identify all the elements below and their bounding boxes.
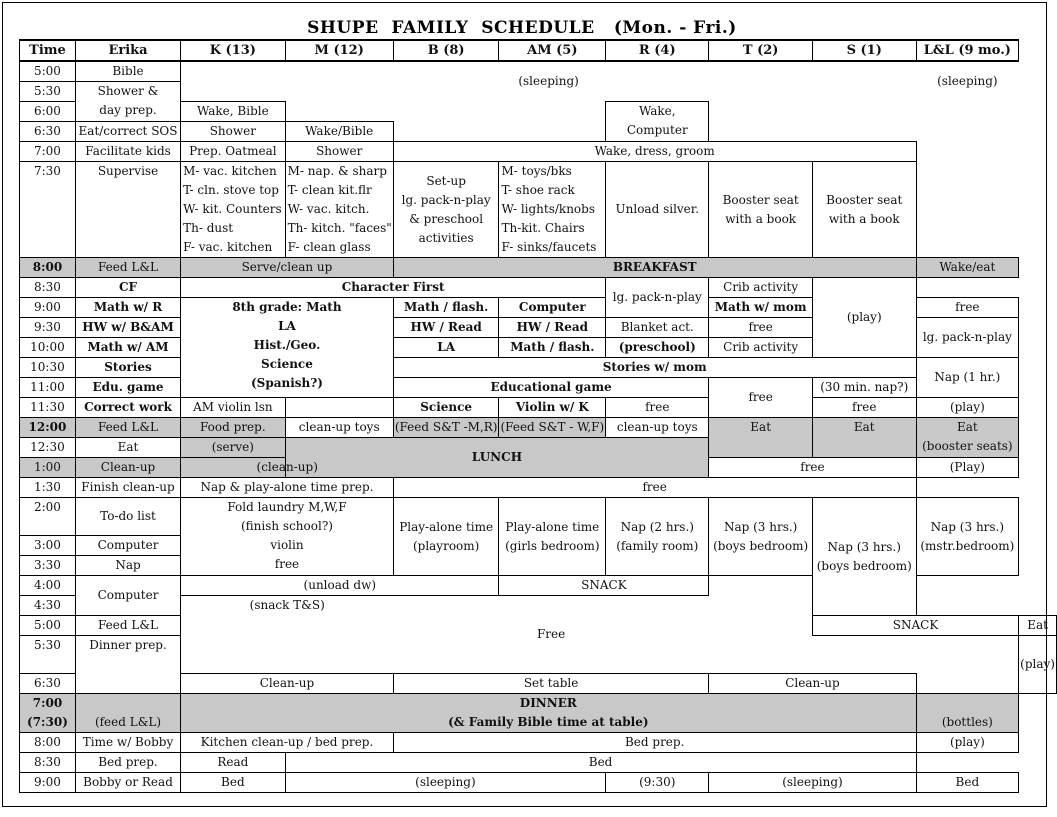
schedule-cell: Wake, dress, groom [393, 142, 916, 162]
schedule-cell: (play) [812, 278, 916, 358]
schedule-cell: (sleeping) [518, 74, 579, 88]
schedule-cell [916, 753, 1019, 773]
schedule-cell: LUNCH [285, 438, 709, 478]
time-cell: 7:00 (7:30) [20, 694, 76, 733]
schedule-cell: Nap [75, 556, 180, 576]
page-title: SHUPE FAMILY SCHEDULE (Mon. - Fri.) [307, 18, 737, 38]
schedule-cell: Facilitate kids [75, 142, 180, 162]
schedule-cell: M- nap. & sharp T- clean kit.flr W- vac. kitch. Th- kitch. "faces" F- clean glass [285, 162, 393, 258]
schedule-cell: Eat [75, 438, 180, 458]
schedule-cell: Blanket act. [606, 318, 709, 338]
column-header: Time [20, 40, 76, 61]
schedule-cell: Math w/ R [75, 298, 180, 318]
schedule-cell [709, 636, 1019, 674]
schedule-cell: (preschool) [606, 338, 709, 358]
schedule-cell [285, 398, 393, 418]
schedule-cell: Wake/eat [916, 258, 1019, 278]
schedule-cell: (unload dw) [181, 576, 499, 596]
table-row [20, 358, 1057, 378]
schedule-cell: HW / Read [393, 318, 499, 338]
schedule-cell: lg. pack-n-play [916, 318, 1019, 358]
table-row [20, 498, 1057, 517]
schedule-cell: Crib activity [709, 278, 813, 298]
schedule-cell: HW w/ B&AM [75, 318, 180, 338]
schedule-cell: DINNER (& Family Bible time at table) [181, 694, 916, 733]
time-cell: 9:00 [20, 773, 76, 793]
schedule-cell: Supervise [75, 162, 180, 258]
schedule-cell: Unload silver. [606, 162, 709, 258]
schedule-cell: (bottles) [916, 694, 1019, 733]
schedule-cell: Feed L&L [75, 258, 180, 278]
schedule-cell: Prep. Oatmeal [181, 142, 286, 162]
table-row [20, 418, 1057, 438]
schedule-cell: (Feed S&T - W,F) [499, 418, 606, 438]
time-cell: 6:00 [20, 102, 76, 122]
schedule-cell: free [606, 398, 709, 418]
schedule-cell: Character First [181, 278, 606, 298]
schedule-cell: Wake/Bible [285, 122, 393, 142]
schedule-cell: Bed [181, 773, 286, 793]
schedule-cell: LA [393, 338, 499, 358]
time-cell: 11:30 [20, 398, 76, 418]
header-row [20, 40, 1057, 61]
time-cell: 9:30 [20, 318, 76, 338]
time-cell: 4:30 [20, 596, 76, 616]
schedule-cell: Math / flash. [393, 298, 499, 318]
schedule-cell: Time w/ Bobby [75, 733, 180, 753]
schedule-cell: SNACK [812, 616, 1018, 636]
schedule-cell [916, 142, 1019, 258]
schedule-cell: Math w/ AM [75, 338, 180, 358]
schedule-cell: Computer [75, 576, 180, 616]
schedule-cell [916, 478, 1019, 498]
time-cell: 1:30 [20, 478, 76, 498]
schedule-cell: Play-alone time (playroom) [393, 498, 499, 576]
table-row [20, 142, 1057, 162]
table-row [20, 733, 1057, 753]
schedule-cell: free [916, 298, 1019, 318]
schedule-cell: Shower [181, 122, 286, 142]
schedule-cell: free [393, 478, 916, 498]
table-row [20, 773, 1057, 793]
time-cell: 2:00 [20, 498, 76, 536]
schedule-cell: Violin w/ K [499, 398, 606, 418]
column-header: L&L (9 mo.) [916, 40, 1019, 61]
schedule-cell: Wake, Bible [181, 102, 286, 122]
table-row [20, 753, 1057, 773]
time-cell: 11:00 [20, 378, 76, 398]
schedule-cell [709, 102, 1019, 142]
table-row [20, 278, 1057, 298]
column-header: S (1) [812, 40, 916, 61]
schedule-cell: AM violin lsn [181, 398, 286, 418]
schedule-cell: free [709, 378, 813, 418]
time-cell: 4:00 [20, 576, 76, 596]
schedule-cell: Play-alone time (girls bedroom) [499, 498, 606, 576]
schedule-cell: (play) [916, 398, 1019, 418]
schedule-cell: Bed prep. [393, 733, 916, 753]
schedule-cell: Math / flash. [499, 338, 606, 358]
schedule-cell: Nap (3 hrs.) (boys bedroom) [812, 498, 916, 616]
schedule-cell: M- vac. kitchen T- cln. stove top W- kit. Counters Th- dust F- vac. kitchen [181, 162, 286, 258]
schedule-cell: lg. pack-n-play [606, 278, 709, 318]
schedule-cell: Nap (1 hr.) [916, 358, 1019, 398]
schedule-cell: (30 min. nap?) [812, 378, 916, 398]
time-cell: 6:30 [20, 674, 76, 694]
table-row [20, 478, 1057, 498]
schedule-cell: M- toys/bks T- shoe rack W- lights/knobs Th-kit. Chairs F- sinks/faucets [499, 162, 606, 258]
schedule-cell: 8th grade: Math LA Hist./Geo. Science (Spanish?) [181, 298, 394, 398]
time-cell: 3:00 [20, 536, 76, 556]
schedule-cell: Nap (3 hrs.) (mstr.bedroom) [916, 498, 1019, 576]
table-row [20, 162, 1057, 181]
time-cell: 10:30 [20, 358, 76, 378]
schedule-cell: Bed [285, 753, 916, 773]
schedule-cell: Nap (3 hrs.) (boys bedroom) [709, 498, 813, 576]
table-row [20, 61, 1057, 82]
schedule-cell: (Feed S&T -M,R) [393, 418, 499, 438]
schedule-cell [1019, 576, 1057, 616]
schedule-cell: Bed [916, 773, 1019, 793]
schedule-cell: HW / Read [499, 318, 606, 338]
schedule-cell: Bobby or Read [75, 773, 180, 793]
time-cell: 10:00 [20, 338, 76, 358]
schedule-cell: Wake, Computer [606, 102, 709, 142]
schedule-cell: free [812, 398, 916, 418]
schedule-cell [709, 576, 813, 636]
schedule-cell: Feed L&L [75, 418, 180, 438]
schedule-cell: Set-up lg. pack-n-play & preschool activities [393, 162, 499, 258]
schedule-cell: Stories [75, 358, 180, 378]
time-cell: 6:30 [20, 122, 76, 142]
schedule-cell: free [709, 458, 916, 478]
schedule-cell: Fold laundry M,W,F (finish school?) violin free [181, 498, 394, 576]
time-cell: 5:00 [20, 616, 76, 636]
schedule-cell [393, 122, 605, 142]
column-header: B (8) [393, 40, 499, 61]
schedule-cell: Eat [812, 418, 916, 458]
schedule-cell: Kitchen clean-up / bed prep. [181, 733, 394, 753]
time-cell: 12:00 [20, 418, 76, 438]
table-row [20, 378, 1057, 398]
schedule-cell: (sleeping) [937, 74, 998, 89]
schedule-cell: (clean-up) [181, 458, 394, 478]
time-cell: 8:00 [20, 733, 76, 753]
schedule-cell: Nap & play-alone time prep. [181, 478, 394, 498]
time-cell: 7:30 [20, 162, 76, 258]
schedule-cell: BREAKFAST [393, 258, 916, 278]
schedule-cell: Finish clean-up [75, 478, 180, 498]
schedule-cell: (9:30) [606, 773, 709, 793]
schedule-cell: free [709, 318, 813, 338]
schedule-cell: Computer [75, 536, 180, 556]
schedule-cell: (sleeping) [709, 773, 916, 793]
time-cell: 9:00 [20, 298, 76, 318]
time-cell: 8:00 [20, 258, 76, 278]
schedule-cell: (feed L&L) [75, 694, 180, 733]
schedule-cell: Feed L&L [75, 616, 180, 636]
schedule-cell: To-do list [75, 498, 180, 536]
time-cell: 8:30 [20, 278, 76, 298]
schedule-table [19, 39, 1057, 793]
time-cell: 8:30 [20, 753, 76, 773]
schedule-cell: (snack T&S) [249, 598, 325, 612]
schedule-cell [285, 102, 606, 122]
schedule-cell: Computer [499, 298, 606, 318]
schedule-cell: Clean-up [75, 458, 180, 478]
time-cell: 1:00 [20, 458, 76, 478]
schedule-cell: clean-up toys [606, 418, 709, 438]
column-header: Erika [75, 40, 180, 61]
schedule-cell: Correct work [75, 398, 180, 418]
schedule-cell: Eat [709, 418, 813, 458]
schedule-cell [916, 576, 1019, 616]
schedule-cell: Shower [285, 142, 393, 162]
schedule-cell: (Play) [916, 458, 1019, 478]
schedule-cell: Clean-up [709, 674, 916, 694]
schedule-cell: Nap (2 hrs.) (family room) [606, 498, 709, 576]
column-header: T (2) [709, 40, 813, 61]
table-row [20, 398, 1057, 418]
schedule-cell: Food prep. [181, 418, 286, 438]
schedule-cell: Educational game [393, 378, 709, 398]
schedule-cell: Booster seat with a book [709, 162, 813, 258]
schedule-cell: Eat [1019, 616, 1057, 636]
time-cell: 3:30 [20, 556, 76, 576]
schedule-cell: (serve) [181, 438, 286, 458]
schedule-cell: Set table [393, 674, 709, 694]
schedule-cell: Science [393, 398, 499, 418]
schedule-cell: CF [75, 278, 180, 298]
schedule-cell: SNACK [499, 576, 709, 596]
column-header: K (13) [181, 40, 286, 61]
column-header: R (4) [606, 40, 709, 61]
schedule-cell: (play) [1019, 636, 1057, 694]
schedule-cell: Crib activity [709, 338, 813, 358]
schedule-cell: Shower & day prep. [75, 82, 180, 122]
schedule-cell: Free [536, 627, 566, 641]
schedule-cell: (play) [916, 733, 1019, 753]
schedule-cell: Bed prep. [75, 753, 180, 773]
schedule-cell: Edu. game [75, 378, 180, 398]
schedule-cell: clean-up toys [285, 418, 393, 438]
schedule-cell: Dinner prep. [75, 636, 180, 694]
schedule-cell: Bible [75, 61, 180, 82]
schedule-cell: Math w/ mom [709, 298, 813, 318]
time-cell: 5:00 [20, 61, 76, 82]
schedule-cell: (sleeping) [285, 773, 606, 793]
table-row [20, 694, 1057, 733]
schedule-cell: Read [181, 753, 286, 773]
time-cell: 5:30 [20, 636, 76, 674]
schedule-cell: Serve/clean up [181, 258, 394, 278]
schedule-cell: Eat (booster seats) [916, 418, 1019, 458]
time-cell: 7:00 [20, 142, 76, 162]
table-row [20, 258, 1057, 278]
time-cell: 5:30 [20, 82, 76, 102]
column-header: M (12) [285, 40, 393, 61]
schedule-cell: Clean-up [181, 674, 394, 694]
schedule-cell: Stories w/ mom [393, 358, 916, 378]
schedule-cell: Eat/correct SOS [75, 122, 180, 142]
column-header: AM (5) [499, 40, 606, 61]
time-cell: 12:30 [20, 438, 76, 458]
schedule-cell: Booster seat with a book [812, 162, 916, 258]
